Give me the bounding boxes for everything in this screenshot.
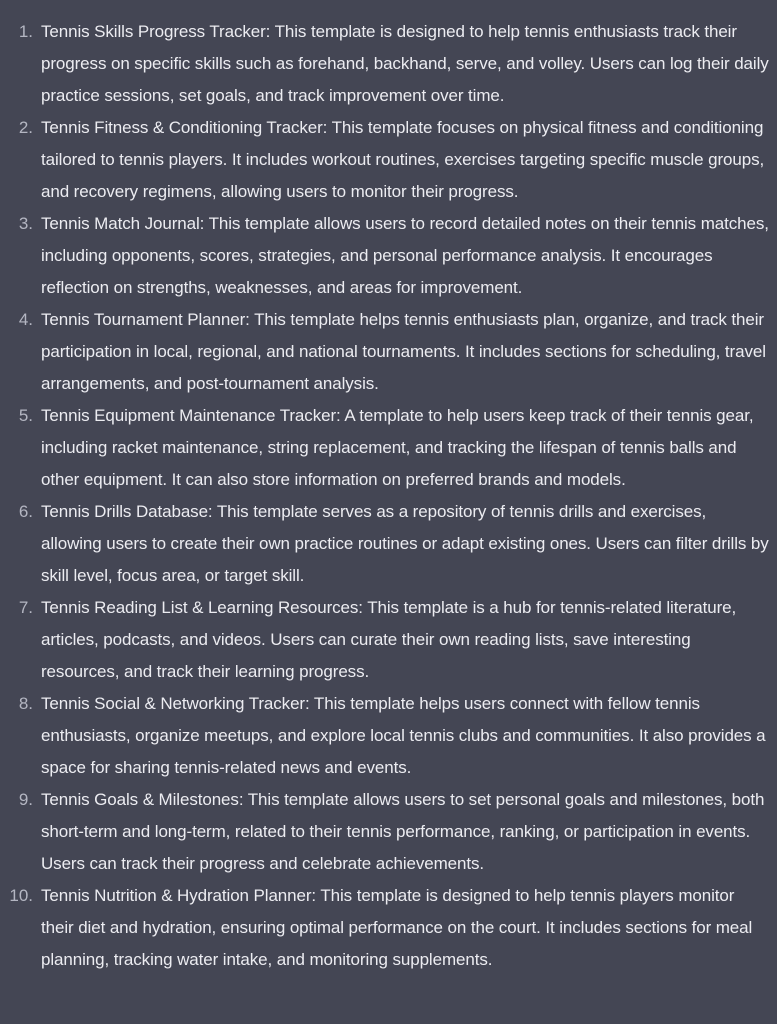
list-item-text: Tennis Social & Networking Tracker: This template helps users connect with fellow tennis enthusiasts, organize meetups, and explore local tennis clubs and communities. It also provides a space for sharing tennis-related news and events. (41, 694, 766, 777)
list-item-number: 1. (18, 22, 33, 41)
list-item (0, 496, 777, 592)
list-item (0, 688, 777, 784)
list-item-number: 10. (9, 886, 33, 905)
list-item (0, 16, 777, 112)
list-item-text: Tennis Skills Progress Tracker: This template is designed to help tennis enthusiasts track their progress on specific skills such as forehand, backhand, serve, and volley. Users can log their daily practice sessions, set goals, and track improvement over time. (41, 22, 769, 105)
template-ideas-list (0, 16, 777, 976)
list-item-number: 6. (18, 502, 33, 521)
list-item (0, 880, 777, 976)
list-item-text: Tennis Reading List & Learning Resources: This template is a hub for tennis-related literature, articles, podcasts, and videos. Users can curate their own reading lists, save interesting resources, and track their learning progress. (41, 598, 737, 681)
list-item-number: 5. (18, 406, 33, 425)
list-item-number: 8. (18, 694, 33, 713)
list-item-number: 2. (18, 118, 33, 137)
chat-response (0, 16, 777, 1016)
list-item-text: Tennis Nutrition & Hydration Planner: This template is designed to help tennis players monitor their diet and hydration, ensuring optimal performance on the court. It includes sections for meal planning, tracking water intake, and monitoring supplements. (41, 886, 753, 969)
list-item-text: Tennis Drills Database: This template serves as a repository of tennis drills and exercises, allowing users to create their own practice routines or adapt existing ones. Users can filter drills by skill level, focus area, or target skill. (41, 502, 769, 585)
list-item (0, 400, 777, 496)
list-item (0, 112, 777, 208)
list-item-number: 4. (18, 310, 33, 329)
list-item-text: Tennis Fitness & Conditioning Tracker: This template focuses on physical fitness and conditioning tailored to tennis players. It includes workout routines, exercises targeting specific muscle groups, and recovery regimens, allowing users to monitor their progress. (41, 118, 765, 201)
list-item-text: Tennis Goals & Milestones: This template allows users to set personal goals and milestones, both short-term and long-term, related to their tennis performance, ranking, or participation in events. Users can track their progress and celebrate achievements. (41, 790, 765, 873)
list-item (0, 784, 777, 880)
list-item (0, 592, 777, 688)
list-item-text: Tennis Match Journal: This template allows users to record detailed notes on their tennis matches, including opponents, scores, strategies, and personal performance analysis. It encourages reflection on strengths, weaknesses, and areas for improvement. (41, 214, 769, 297)
list-item (0, 304, 777, 400)
list-item (0, 208, 777, 304)
list-item-number: 7. (18, 598, 33, 617)
list-item-text: Tennis Equipment Maintenance Tracker: A template to help users keep track of their tennis gear, including racket maintenance, string replacement, and tracking the lifespan of tennis balls and other equipment. It can also store information on preferred brands and models. (41, 406, 754, 489)
list-item-number: 3. (18, 214, 33, 233)
list-item-number: 9. (18, 790, 33, 809)
list-item-text: Tennis Tournament Planner: This template helps tennis enthusiasts plan, organize, and track their participation in local, regional, and national tournaments. It includes sections for scheduling, travel arrangements, and post-tournament analysis. (41, 310, 766, 393)
